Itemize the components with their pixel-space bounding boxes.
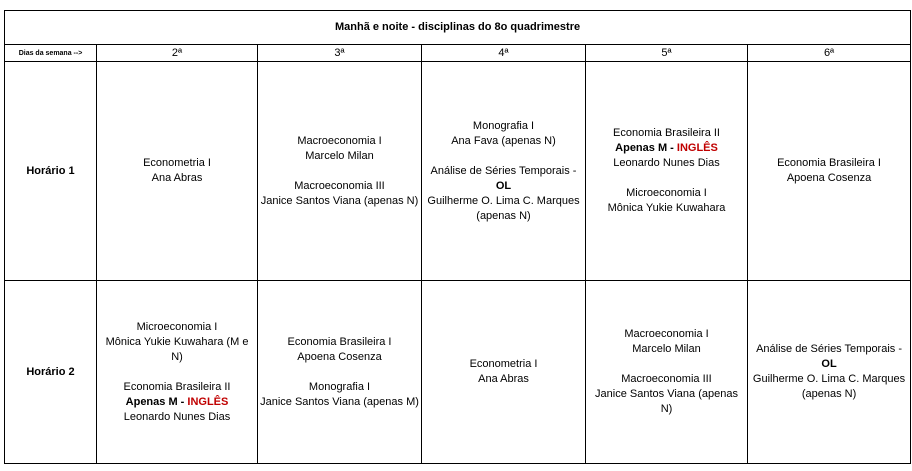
course-name: Economia Brasileira I (287, 335, 392, 348)
days-label: Dias da semana --> (5, 45, 97, 62)
teacher-name: Mônica Yukie Kuwahara (607, 202, 726, 214)
teacher-name: Janice Santos Viana (apenas N) (595, 388, 738, 415)
cell-slot1-mon (97, 62, 258, 281)
course-note: (apenas N) (801, 388, 857, 400)
teacher-name: Apoena Cosenza (297, 350, 382, 363)
course-name: Macroeconomia III (294, 179, 385, 192)
title-row (5, 11, 911, 45)
course-tag: OL (495, 179, 512, 192)
cell-slot2-mon (97, 281, 258, 464)
slot-row-2 (5, 281, 911, 464)
language-tag: INGLÊS (187, 395, 229, 408)
slot-label-2: Horário 2 (5, 281, 97, 464)
cell-slot1-thu (586, 62, 748, 281)
teacher-name: Janice Santos Viana (apenas N) (260, 194, 419, 207)
course-name: Monografia I (308, 380, 371, 393)
course-name: Monografia I (472, 119, 535, 132)
slot-label-1: Horário 1 (5, 62, 97, 281)
teacher-name: Marcelo Milan (632, 343, 701, 355)
cell-slot2-wed (422, 281, 586, 464)
course-note: Apenas M - INGLÊS (615, 142, 718, 154)
course-tag: OL (821, 358, 837, 370)
course-note: Apenas M - INGLÊS (125, 395, 229, 408)
course-name: Macroeconomia III (621, 373, 712, 385)
teacher-name: Leonardo Nunes Dias (123, 410, 231, 423)
day-header-monday: 2ª (97, 45, 258, 62)
course-name: Economia Brasileira II (613, 127, 720, 139)
cell-slot1-fri (748, 62, 911, 281)
teacher-name: Mônica Yukie Kuwahara (M e N) (105, 335, 249, 363)
days-row (5, 45, 911, 62)
cell-slot2-thu (586, 281, 748, 464)
day-header-wednesday: 4ª (422, 45, 586, 62)
teacher-name: Ana Abras (151, 172, 203, 184)
course-name: Macroeconomia I (624, 328, 709, 340)
cell-slot1-tue (258, 62, 422, 281)
teacher-name: Ana Abras (478, 373, 529, 385)
cell-slot2-tue (258, 281, 422, 464)
slot-row-1 (5, 62, 911, 281)
day-header-friday: 6ª (748, 45, 911, 62)
teacher-name: Marcelo Milan (305, 149, 374, 162)
course-note: (apenas N) (476, 209, 531, 222)
teacher-name: Apoena Cosenza (786, 172, 872, 184)
schedule-sheet (4, 10, 910, 464)
course-name: Econometria I (469, 358, 538, 370)
course-name: Análise de Séries Temporais - OL (430, 164, 577, 192)
cell-slot2-fri (748, 281, 911, 464)
course-name: Econometria I (143, 157, 211, 169)
course-name: Análise de Séries Temporais - OL (756, 343, 902, 370)
teacher-name: Guilherme O. Lima C. Marques (427, 194, 580, 207)
course-name: Microeconomia I (626, 187, 707, 199)
teacher-name: Guilherme O. Lima C. Marques (752, 373, 906, 385)
course-name: Economia Brasileira II (123, 380, 231, 393)
cell-slot1-wed (422, 62, 586, 281)
teacher-name: Janice Santos Viana (apenas M) (260, 395, 419, 408)
day-header-tuesday: 3ª (258, 45, 422, 62)
teacher-name: Leonardo Nunes Dias (613, 157, 720, 169)
course-name: Microeconomia I (136, 320, 218, 333)
table-title: Manhã e noite - disciplinas do 8o quadrimestre (5, 11, 911, 45)
schedule-table (4, 10, 911, 464)
course-name: Macroeconomia I (297, 134, 382, 147)
course-name: Economia Brasileira I (777, 157, 881, 169)
teacher-name: Ana Fava (apenas N) (451, 134, 556, 147)
day-header-thursday: 5ª (586, 45, 748, 62)
language-tag: INGLÊS (676, 142, 718, 154)
